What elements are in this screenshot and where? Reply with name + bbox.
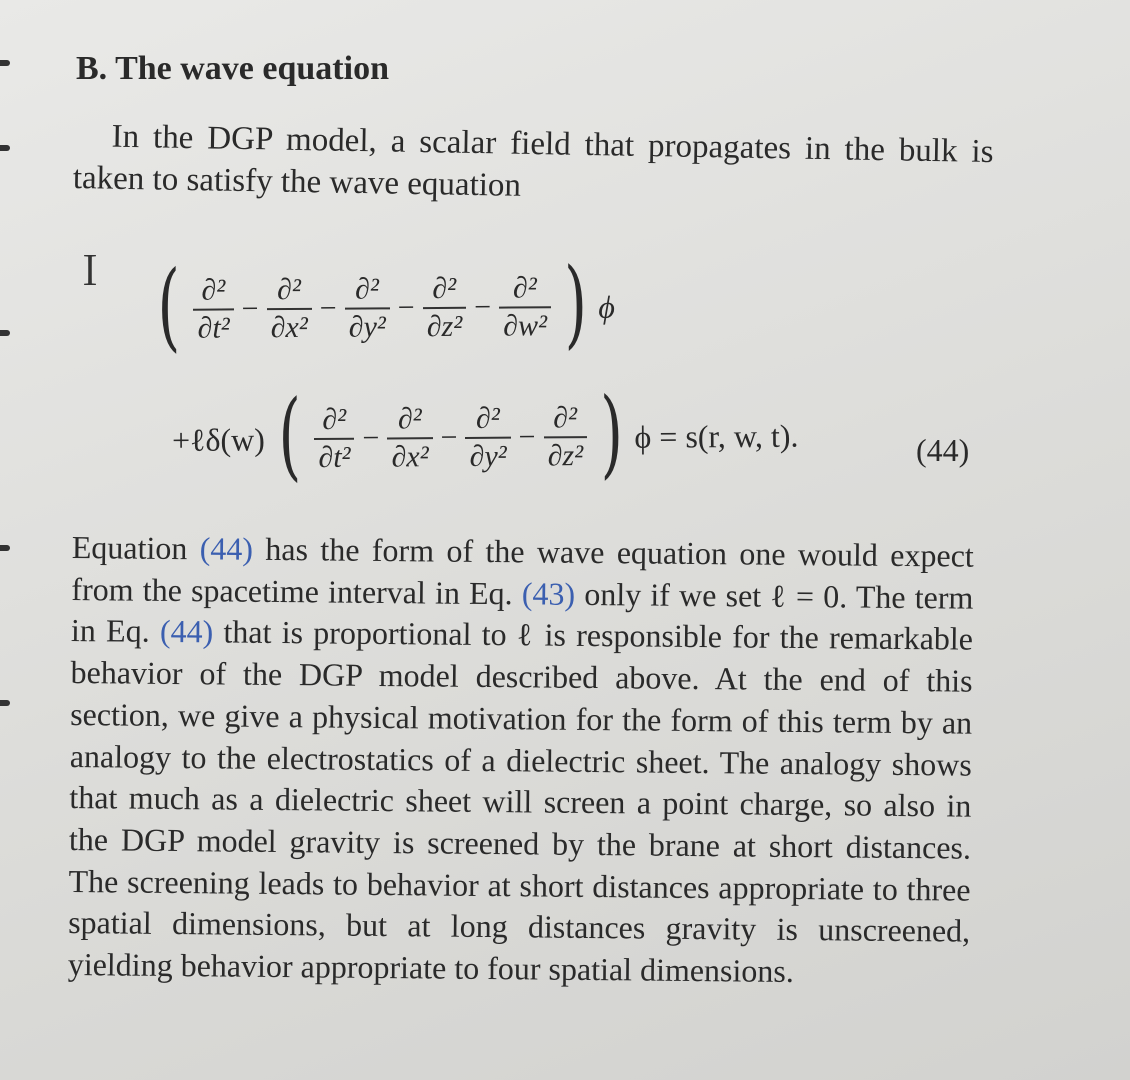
fraction-denominator: ∂y² (345, 307, 390, 345)
fraction-denominator: ∂x² (267, 308, 312, 346)
fraction-dw (499, 270, 551, 344)
field-symbol: ϕ (598, 288, 616, 325)
intro-text: In the DGP model, a scalar field that propagates in the bulk is taken to satisfy the wave equation (72, 118, 994, 204)
fraction-numerator: ∂² (553, 401, 578, 435)
page-edge-mark (0, 545, 10, 551)
right-paren: ) (563, 246, 588, 360)
fraction-dz (422, 271, 466, 345)
text-cursor-icon: Ｉ (70, 249, 110, 295)
fraction-dy (465, 401, 511, 475)
minus-sign: − (440, 421, 458, 455)
equation-row-2 (171, 376, 799, 495)
fraction-dx (266, 272, 312, 346)
fraction-denominator: ∂t² (193, 308, 233, 346)
minus-sign: − (362, 421, 380, 455)
left-paren: ( (277, 379, 302, 492)
minus-sign: − (397, 291, 415, 325)
equation-row-1 (150, 246, 616, 365)
fraction-numerator: ∂² (276, 272, 301, 307)
fraction-numerator: ∂² (397, 402, 422, 436)
right-paren: ) (600, 376, 624, 490)
page-edge-mark (0, 330, 10, 336)
fraction-dz (543, 400, 587, 474)
fraction-dt (193, 272, 234, 346)
body-text: only if we set ℓ = 0. The term in Eq. (70, 575, 974, 650)
fraction-numerator: ∂² (354, 272, 380, 306)
fraction-numerator: ∂² (432, 271, 457, 306)
minus-sign: − (518, 420, 536, 454)
intro-paragraph (73, 115, 994, 215)
fraction-numerator: ∂² (201, 273, 226, 307)
equation-rhs: ϕ = s(r, w, t). (634, 417, 799, 455)
left-paren: ( (157, 249, 181, 362)
fraction-numerator: ∂² (475, 401, 500, 435)
section-heading: B. The wave equation (76, 50, 389, 87)
fraction-dx (387, 401, 433, 475)
fraction-denominator: ∂x² (387, 437, 432, 475)
equation-number: (44) (916, 432, 970, 468)
equation-reference-link[interactable]: (43) (521, 575, 576, 612)
body-text: Equation (71, 528, 200, 567)
equation-reference-link[interactable]: (44) (159, 613, 214, 650)
coefficient-term: +ℓδ(w) (171, 420, 265, 458)
body-paragraph (68, 527, 974, 994)
equation-reference-link[interactable]: (44) (199, 530, 254, 567)
fraction-numerator: ∂² (322, 402, 347, 436)
fraction-dt (314, 402, 355, 476)
fraction-denominator: ∂t² (314, 438, 354, 476)
body-text: has the form of the wave equation one would expect from the spacetime interval in Eq. (71, 530, 974, 612)
fraction-denominator: ∂z² (423, 307, 467, 345)
body-text: that is proportional to ℓ is responsible for the remarkable behavior of the DGP model described above. At the end of this section, we give a physical motivation for the form of this term by an analogy to the electrostatics of a dielectric sheet. The analogy shows that much as a dielectric sheet will screen a point charge, so also in the DGP model gravity is screened by the brane at short distances. The screening leads to behavior at short distances appropriate to three spatial dimensions, but at long distances gravity is unscreened, yielding behavior appropriate to four spatial dimensions. (67, 613, 974, 989)
fraction-denominator: ∂z² (544, 436, 588, 474)
minus-sign: − (241, 292, 259, 326)
fraction-numerator: ∂² (512, 271, 537, 305)
page-edge-mark (0, 700, 10, 706)
fraction-denominator: ∂w² (499, 306, 551, 344)
fraction-dy (344, 271, 390, 345)
fraction-denominator: ∂y² (465, 437, 510, 475)
minus-sign: − (474, 290, 492, 324)
minus-sign: − (319, 291, 337, 325)
page-edge-mark (0, 60, 10, 66)
page-edge-mark (0, 145, 10, 151)
